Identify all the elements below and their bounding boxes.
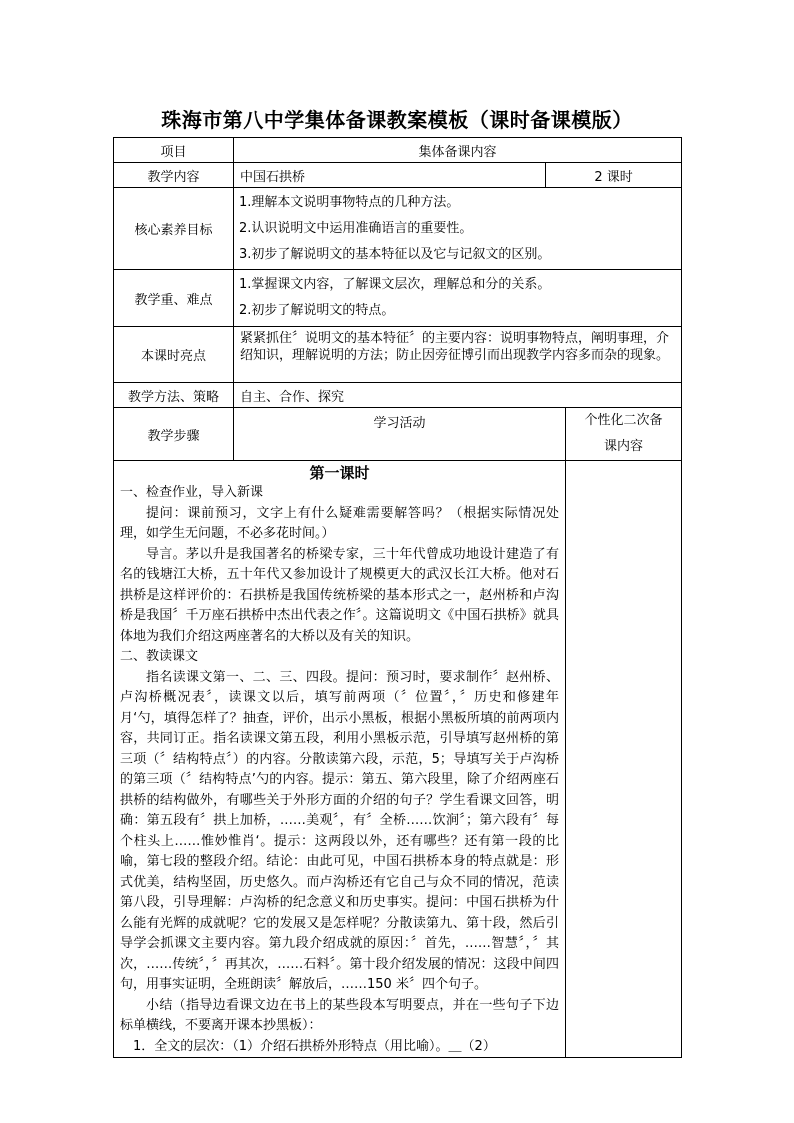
core-goal-item: 1.理解本文说明事物特点的几种方法。 xyxy=(239,194,460,210)
key-point-item: 1.掌握课文内容，了解课文层次，理解总和分的关系。 xyxy=(239,277,551,292)
teaching-content-hours: 2 课时 xyxy=(546,163,682,188)
page-title: 珠海市第八中学集体备课教案模板（课时备课模版） xyxy=(161,108,633,132)
teaching-content-topic: 中国石拱桥 xyxy=(234,163,546,188)
highlight-text: 紧紧抓住〞说明文的基本特征〞的主要内容：说明事物特点，阐明事理，介绍知识，理解说明的方法；防止因旁征博引而出现教学内容多而杂的现象。 xyxy=(234,327,682,383)
method-label: 教学方法、策略 xyxy=(114,383,234,408)
activity-label: 学习活动 xyxy=(234,408,566,461)
row-steps-header xyxy=(114,408,682,461)
header-item-label: 项目 xyxy=(114,138,234,163)
lesson-title: 第一课时 xyxy=(309,464,370,482)
personal-prep-cell xyxy=(566,461,682,1058)
header-content-label: 集体备课内容 xyxy=(234,138,682,163)
lesson-paragraph: 一、检查作业，导入新课 xyxy=(120,485,264,500)
lesson-paragraph: 指名读课文第一、二、三、四段。提问：预习时，要求制作〞赵州桥、卢沟桥概况表〞，读课文以后，填写前两项（〞位置〞，〞历史和修建年月‘勺，填得怎样了？抽查，评价，出示小黑板，根据小黑板所填的前两项内容，共同订正。指名读课文第五段，利用小黑板示范，引导填写赵州桥的第三项（〞结构特点〞）的内容。分散读第六段，示范，5；导填写关于卢沟桥的第三项（〞结构特点’勺的内容。提示：第五、第六段里，除了介绍两座石拱桥的结构做外，有哪些关于外形方面的介绍的句子？学生看课文回答，明确：第五段有〞拱上加桥，……美观〞，有〞全桥……饮涧〞；第六段有〞每个柱头上……惟妙惟肖‘。提示：这两段以外，还有哪些？还有第一段的比喻，第七段的整段介绍。结论：由此可见，中国石拱桥本身的特点就是：形式优美，结构坚固，历史悠久。而卢沟桥还有它自己与众不同的情况，范读第八段，引导理解：卢沟桥的纪念意义和历史事实。提问：中国石拱桥为什么能有光辉的成就呢？它的发展又是怎样呢？分散读第九、第十段，然后引导学会抓课文主要内容。第九段介绍成就的原因：〞首先，……智慧〞，〞其次，……传统〞，〞再其次，……石料〞。第十段介绍发展的情况：这段中间四句，用事实证明，全班朗读〞解放后，……150 米〞四个句子。 xyxy=(120,669,559,992)
key-point-item: 2.初步了解说明文的特点。 xyxy=(239,303,395,318)
lesson-paragraph: 小结（指导边看课文边在书上的某些段本写明要点，并在一些句子下边标单横线，不要离开课本抄黑板）： xyxy=(120,997,559,1033)
core-goals-list xyxy=(234,188,682,270)
core-goals-label: 核心素养目标 xyxy=(114,188,234,270)
personal-prep-line: 课内容 xyxy=(604,439,644,454)
row-key-points xyxy=(114,270,682,327)
core-goal-item: 3.初步了解说明文的基本特征以及它与记叙文的区别。 xyxy=(239,246,551,262)
lesson-paragraph: 1．全文的层次：（1）介绍石拱桥外形特点（用比喻）。＿（2） xyxy=(133,1038,496,1054)
lesson-body xyxy=(114,461,566,1058)
row-core-goals xyxy=(114,188,682,270)
lesson-paragraph: 提问：课前预习，文字上有什么疑难需要解答吗？（根据实际情况处理，如学生无问题，不必多花时间。） xyxy=(120,505,559,541)
personal-prep-label xyxy=(566,408,682,461)
highlight-label: 本课时亮点 xyxy=(114,327,234,383)
key-points-list xyxy=(234,270,682,327)
lesson-paragraph: 导言。茅以升是我国著名的桥梁专家，三十年代曾成功地设计建造了有名的钱塘江大桥，五十年代又参加设计了规模更大的武汉长江大桥。他对石拱桥是这样评价的：石拱桥是我国传统桥梁的基本形式之一，赵州桥和卢沟桥是我国〞千万座石拱桥中杰出代表之作〞。这篇说明文《中国石拱桥》就具体地为我们介绍这两座著名的大桥以及有关的知识。 xyxy=(120,546,559,644)
teaching-content-label: 教学内容 xyxy=(114,163,234,188)
steps-label: 教学步骤 xyxy=(114,408,234,461)
row-method xyxy=(114,383,682,408)
lesson-paragraph: 二、教读课文 xyxy=(120,649,199,664)
row-teaching-content xyxy=(114,163,682,188)
method-text: 自主、合作、探究 xyxy=(234,383,682,408)
key-points-label: 教学重、难点 xyxy=(114,270,234,327)
personal-prep-line: 个性化二次备 xyxy=(584,413,663,428)
core-goal-item: 2.认识说明文中运用准确语言的重要性。 xyxy=(239,220,473,236)
lesson-plan-table xyxy=(113,137,682,1058)
row-lesson-body xyxy=(114,461,682,1058)
header-row xyxy=(114,138,682,163)
row-highlight xyxy=(114,327,682,383)
